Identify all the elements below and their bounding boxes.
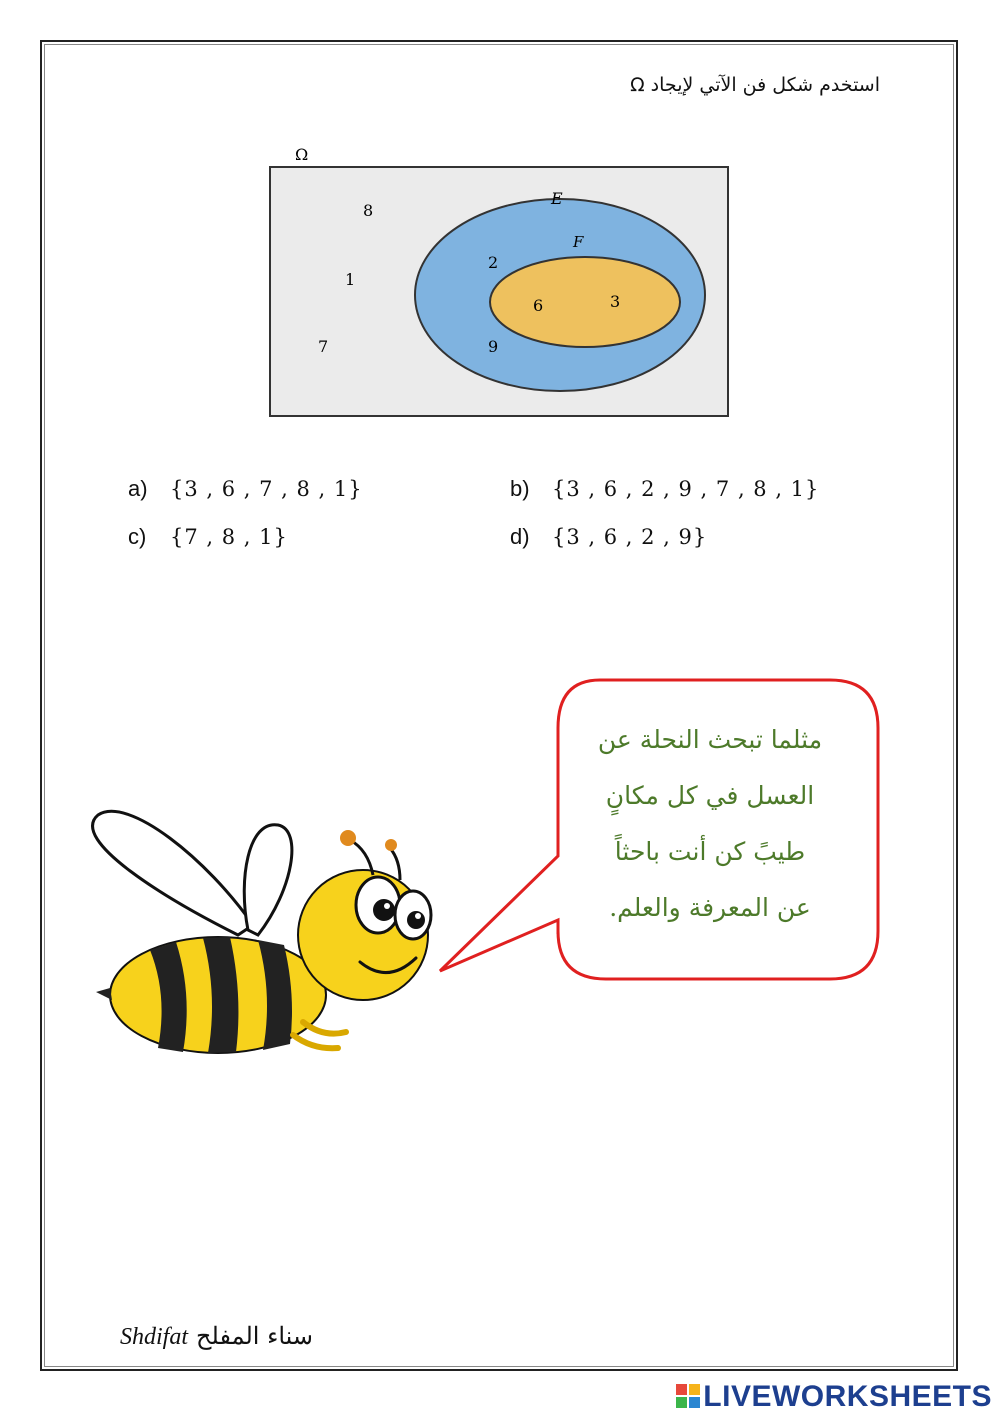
option-c[interactable] <box>128 524 288 550</box>
universe-label: Ω <box>295 145 309 164</box>
bee-antenna-tip <box>340 830 356 846</box>
option-a-label: a) <box>128 476 148 501</box>
bubble-line: عن المعرفة والعلم. <box>609 893 811 922</box>
option-a[interactable] <box>128 476 363 502</box>
element-e-only: 9 <box>488 337 499 356</box>
option-d-label: d) <box>510 524 530 549</box>
bubble-line: العسل في كل مكانٍ <box>605 781 815 810</box>
brand-text: LIVEWORKSHEETS <box>703 1380 992 1413</box>
option-b-set: {3 , 6 , 2 , 9 , 7 , 8 , 1} <box>552 477 820 501</box>
venn-diagram <box>255 140 745 430</box>
element-e-only: 2 <box>488 253 499 272</box>
signature-latin: Shdifat <box>120 1324 189 1350</box>
option-d[interactable] <box>510 524 707 550</box>
set-f-label: F <box>573 233 584 251</box>
option-c-label: c) <box>128 524 147 549</box>
set-e-label: E <box>551 189 563 208</box>
option-a-set: {3 , 6 , 7 , 8 , 1} <box>170 477 363 501</box>
brand-logo[interactable] <box>676 1380 992 1414</box>
option-b[interactable] <box>510 476 819 502</box>
bubble-text <box>560 712 860 936</box>
bee-illustration <box>88 800 448 1075</box>
element-outside: 7 <box>318 337 329 356</box>
element-f: 3 <box>610 292 621 311</box>
signature-arabic: سناء المفلح <box>196 1322 314 1350</box>
bee-wing-left <box>93 811 253 935</box>
bee-antenna-tip <box>385 839 397 851</box>
option-d-set: {3 , 6 , 2 , 9} <box>552 525 708 549</box>
element-outside: 1 <box>345 270 356 289</box>
bee-wing-right <box>244 825 292 935</box>
option-c-set: {7 , 8 , 1} <box>170 525 288 549</box>
brand-grid-icon <box>676 1384 700 1408</box>
signature <box>120 1322 313 1351</box>
bee-stinger <box>96 988 112 1000</box>
bubble-line: طيبً كن أنت باحثاً <box>614 837 806 866</box>
option-b-label: b) <box>510 476 530 501</box>
element-outside: 8 <box>363 201 374 220</box>
element-f: 6 <box>533 296 544 315</box>
question-text: استخدم شكل فن الآتي لإيجاد Ω <box>630 74 880 96</box>
bubble-line: مثلما تبحث النحلة عن <box>597 725 823 754</box>
set-f-ellipse <box>490 257 680 347</box>
